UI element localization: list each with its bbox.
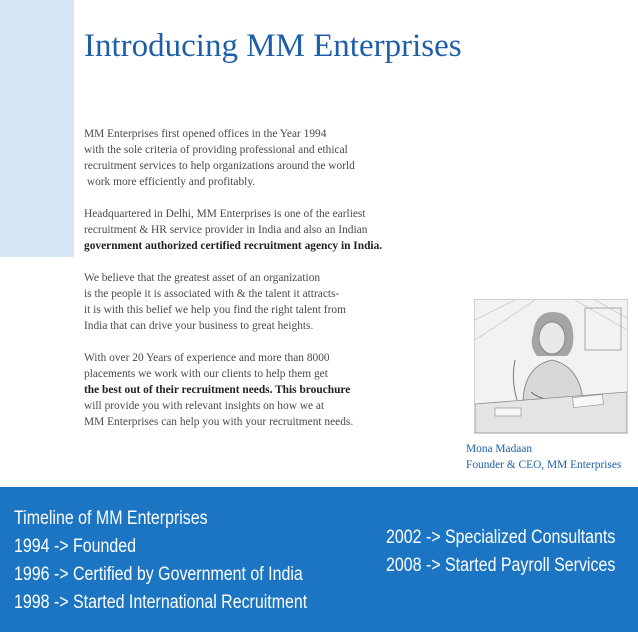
text-line: is the people it is associated with & the talent it attracts- <box>84 288 340 300</box>
timeline-left-column <box>14 505 307 617</box>
timeline-right-column <box>386 524 615 580</box>
text-line-bold: the best out of their recruitment needs. This brouchure <box>84 384 351 396</box>
text-line: recruitment & HR service provider in India and also an Indian <box>84 224 368 236</box>
founder-name: Mona Madaan <box>466 443 533 455</box>
text-line: MM Enterprises first opened offices in the Year 1994 <box>84 128 327 140</box>
text-line: We believe that the greatest asset of an organization <box>84 272 321 284</box>
timeline-item: 1996 -> Certified by Government of India <box>14 564 303 585</box>
timeline-item: 2002 -> Specialized Consultants <box>386 527 616 548</box>
intro-body <box>84 126 444 446</box>
founder-sketch-icon <box>475 300 627 433</box>
paragraph-history <box>84 126 444 190</box>
accent-bar <box>0 0 74 257</box>
timeline-item: 1998 -> Started International Recruitment <box>14 592 308 613</box>
timeline-item: 1994 -> Founded <box>14 536 137 557</box>
text-line: with the sole criteria of providing professional and ethical <box>84 144 348 156</box>
text-line: recruitment services to help organizations around the world <box>84 160 355 172</box>
text-line: placements we work with our clients to help them get <box>84 368 328 380</box>
text-line: With over 20 Years of experience and more than 8000 <box>84 352 330 364</box>
text-line-bold: government authorized certified recruitment agency in India. <box>84 240 383 252</box>
photo-caption <box>466 441 621 473</box>
paragraph-belief <box>84 270 444 334</box>
text-line: it is with this belief we help you find the right talent from <box>84 304 346 316</box>
text-line: work more efficiently and profitably. <box>84 176 256 188</box>
timeline-heading: Timeline of MM Enterprises <box>14 508 208 529</box>
text-line: India that can drive your business to great heights. <box>84 320 314 332</box>
founder-photo <box>474 299 628 434</box>
page-title: Introducing MM Enterprises <box>84 28 462 64</box>
timeline-banner <box>0 487 638 632</box>
timeline-item: 2008 -> Started Payroll Services <box>386 555 616 576</box>
paragraph-headquarters <box>84 206 444 254</box>
paragraph-experience <box>84 350 444 430</box>
text-line: will provide you with relevant insights on how we at <box>84 400 325 412</box>
founder-role: Founder & CEO, MM Enterprises <box>466 459 622 471</box>
text-line: Headquartered in Delhi, MM Enterprises is one of the earliest <box>84 208 366 220</box>
text-line: MM Enterprises can help you with your recruitment needs. <box>84 416 354 428</box>
